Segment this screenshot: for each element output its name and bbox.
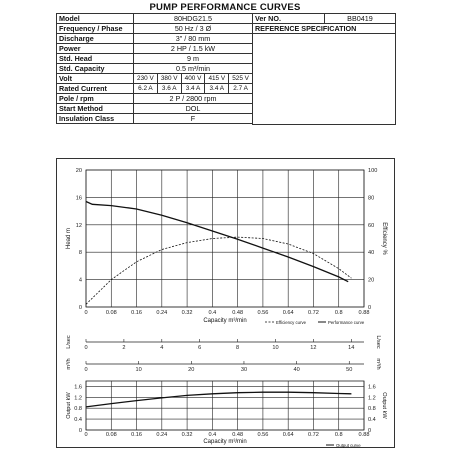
pole-label: Pole / rpm <box>57 94 134 104</box>
axis-tick-label: 2 <box>122 345 126 351</box>
x-tick-label: 0.64 <box>282 432 294 438</box>
start-value: DOL <box>134 104 253 114</box>
x-tick-label: 0.32 <box>181 310 193 316</box>
current-label: Rated Current <box>57 84 134 94</box>
axis-tick-label: 30 <box>240 367 248 373</box>
x-tick-label: 0.16 <box>131 432 142 438</box>
y-tick-label: 0 <box>78 305 82 311</box>
x-tick-label: 0.8 <box>334 310 343 316</box>
x-axis-label: Capacity m³/min <box>203 318 247 324</box>
volt-value: 380 V <box>157 74 181 84</box>
x-tick-label: 0.56 <box>257 432 269 438</box>
y2-tick-label: 100 <box>368 168 378 174</box>
axis-tick-label: 10 <box>135 367 142 373</box>
current-value: 6.2 A <box>134 84 158 94</box>
x-tick-label: 0.32 <box>181 432 193 438</box>
y2-tick-label: 20 <box>368 277 375 284</box>
capacity-label: Std. Capacity <box>57 64 134 74</box>
axis-left-label: m³/h <box>66 358 72 370</box>
insulation-label: Insulation Class <box>57 114 134 124</box>
y2-tick-label: 0.4 <box>368 417 376 424</box>
x-axis-label: Capacity m³/min <box>203 439 247 445</box>
volt-value: 525 V <box>229 74 253 84</box>
volt-value: 230 V <box>134 74 158 84</box>
pole-value: 2 P / 2800 rpm <box>134 94 253 104</box>
y-tick-label: 4 <box>78 277 82 284</box>
x-tick-label: 0.88 <box>358 432 370 438</box>
x-tick-label: 0.48 <box>232 432 244 438</box>
axis-right-label: m³/h <box>375 358 381 370</box>
model-value: 80HDG21.5 <box>134 14 253 24</box>
y-axis-label: Head m <box>66 227 72 250</box>
y-tick-label: 1.6 <box>74 384 82 391</box>
y-tick-label: 1.2 <box>74 395 82 402</box>
axis-tick-label: 6 <box>198 345 202 351</box>
current-value: 3.6 A <box>157 84 181 94</box>
x-tick-label: 0.4 <box>208 310 217 316</box>
volt-label: Volt <box>57 74 134 84</box>
y-tick-label: 12 <box>75 222 82 229</box>
ver-value: BB0419 <box>324 14 395 24</box>
legend-label-efficiency: Efficiency curve <box>276 320 307 325</box>
discharge-label: Discharge <box>57 34 134 44</box>
y-tick-label: 0.8 <box>74 406 82 413</box>
insulation-value: F <box>134 114 253 124</box>
discharge-value: 3" / 80 mm <box>134 34 253 44</box>
x-tick-label: 0.08 <box>105 432 117 438</box>
head-value: 9 m <box>134 54 253 64</box>
y-tick-label: 0.4 <box>74 417 82 424</box>
y2-tick-label: 1.6 <box>368 384 376 391</box>
x-tick-label: 0.16 <box>131 310 142 316</box>
x-tick-label: 0.72 <box>308 310 319 316</box>
axis-tick-label: 12 <box>310 345 317 351</box>
volt-value: 400 V <box>181 74 205 84</box>
reference-spec-heading: REFERENCE SPECIFICATION <box>252 24 395 34</box>
freq-label: Frequency / Phase <box>57 24 134 34</box>
axis-tick-label: 4 <box>160 345 164 351</box>
plot-border <box>86 170 364 307</box>
x-tick-label: 0 <box>84 310 88 316</box>
y-tick-label: 20 <box>75 168 82 174</box>
y2-tick-label: 0.8 <box>368 406 376 413</box>
lsec-axis <box>66 335 381 351</box>
x-tick-label: 0.56 <box>257 310 269 316</box>
efficiency-curve <box>86 237 351 304</box>
axis-tick-label: 20 <box>188 367 195 373</box>
y2-tick-label: 40 <box>368 250 375 257</box>
axis-tick-label: 0 <box>84 367 88 373</box>
volt-value: 415 V <box>205 74 229 84</box>
freq-value: 50 Hz / 3 Ø <box>134 24 253 34</box>
y-tick-label: 0 <box>78 428 82 434</box>
y2-tick-label: 0 <box>368 305 372 311</box>
ver-label: Ver NO. <box>252 14 324 24</box>
output-chart <box>66 381 387 448</box>
head-efficiency-chart <box>66 168 387 325</box>
axis-tick-label: 40 <box>293 367 300 373</box>
x-tick-label: 0.88 <box>358 310 370 316</box>
legend-label-output: Output curve <box>336 443 361 448</box>
x-tick-label: 0.08 <box>105 310 117 316</box>
y-axis-label: Output kW <box>66 392 72 419</box>
axis-right-label: L/sec <box>375 335 381 349</box>
y2-tick-label: 60 <box>368 222 375 229</box>
head-label: Std. Head <box>57 54 134 64</box>
legend-label-performance: Performance curve <box>328 320 365 325</box>
plot-border <box>86 381 364 430</box>
y-tick-label: 16 <box>75 195 82 202</box>
axis-tick-label: 10 <box>272 345 279 351</box>
x-tick-label: 0.72 <box>308 432 319 438</box>
current-value: 3.4 A <box>181 84 205 94</box>
capacity-value: 0.5 m³/min <box>134 64 253 74</box>
x-tick-label: 0.24 <box>156 310 168 316</box>
page-title: PUMP PERFORMANCE CURVES <box>149 2 301 13</box>
x-tick-label: 0.48 <box>232 310 244 316</box>
y2-tick-label: 80 <box>368 195 375 202</box>
x-tick-label: 0.24 <box>156 432 168 438</box>
m3h-axis <box>66 358 381 373</box>
current-value: 3.4 A <box>205 84 229 94</box>
axis-tick-label: 8 <box>236 345 240 351</box>
start-label: Start Method <box>57 104 134 114</box>
y2-tick-label: 1.2 <box>368 395 376 402</box>
axis-tick-label: 0 <box>84 345 88 351</box>
axis-left-label: L/sec <box>66 335 72 349</box>
axis-tick-label: 14 <box>348 345 355 351</box>
axis-tick-label: 50 <box>346 367 353 373</box>
x-tick-label: 0.64 <box>282 310 294 316</box>
model-label: Model <box>57 14 134 24</box>
y-tick-label: 8 <box>78 250 82 257</box>
y2-tick-label: 0 <box>368 428 372 434</box>
power-value: 2 HP / 1.5 kW <box>134 44 253 54</box>
x-tick-label: 0.8 <box>334 432 343 438</box>
current-value: 2.7 A <box>229 84 253 94</box>
x-tick-label: 0 <box>84 432 88 438</box>
y2-axis-label: Output kW <box>381 392 387 419</box>
x-tick-label: 0.4 <box>208 432 217 438</box>
output-curve <box>86 392 351 407</box>
y2-axis-label: Efficiency % <box>381 222 387 255</box>
power-label: Power <box>57 44 134 54</box>
